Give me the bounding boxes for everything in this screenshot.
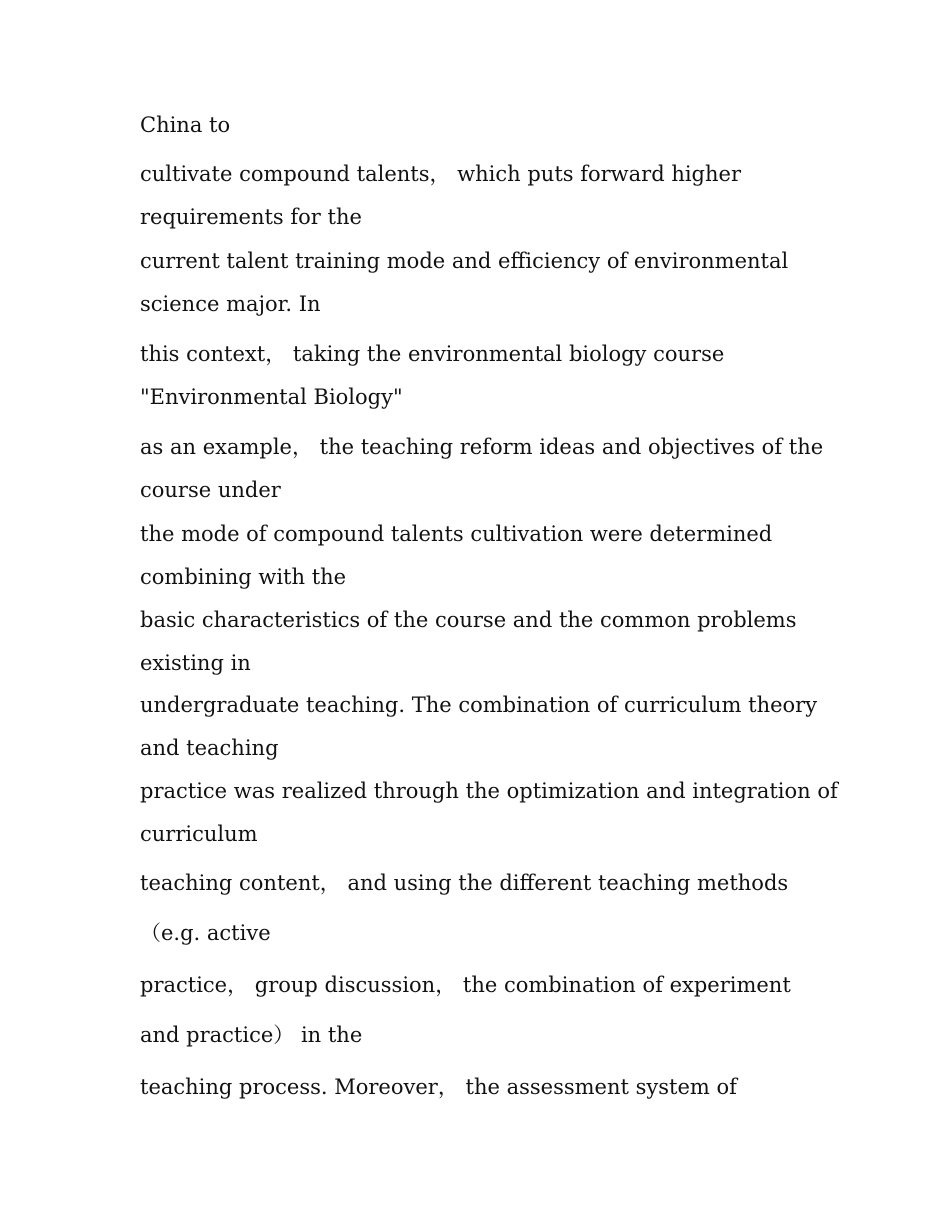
text-line: practice was realized through the optimization and integration of [140,779,838,803]
text-line: current talent training mode and efficiency of environmental [140,249,789,273]
text-line: curriculum [140,822,258,846]
paragraph-11 [140,964,820,1057]
paragraph-9 [140,770,838,856]
text-line: and practice） in the [140,1023,363,1047]
text-line: this context， taking the environmental biology course [140,342,725,366]
text-line: teaching process. Moreover， the assessment system of [140,1075,737,1099]
text-line: science major. In [140,292,321,316]
text-line: existing in [140,651,251,675]
paragraph-12 [140,1066,820,1109]
paragraph-2 [140,153,820,239]
text-line: "Environmental Biology" [140,385,403,409]
paragraph-10 [140,862,820,955]
text-line: China to [140,113,231,137]
text-line: cultivate compound talents， which puts forward higher [140,162,741,186]
text-line: teaching content， and using the different teaching methods [140,871,789,895]
paragraph-7 [140,599,820,685]
text-line: combining with the [140,565,347,589]
paragraph-6 [140,513,820,599]
paragraph-4 [140,333,820,419]
paragraph-1 [140,104,820,147]
text-line: practice， group discussion， the combination of experiment [140,973,791,997]
paragraph-5 [140,426,824,512]
text-line: and teaching [140,736,279,760]
text-line: as an example， the teaching reform ideas and objectives of the [140,435,824,459]
text-line: （e.g. active [140,921,271,945]
text-line: requirements for the [140,205,362,229]
text-line: course under [140,478,281,502]
text-line: the mode of compound talents cultivation were determined [140,522,773,546]
text-line: basic characteristics of the course and the common problems [140,608,797,632]
paragraph-3 [140,240,820,326]
text-line: undergraduate teaching. The combination of curriculum theory [140,693,818,717]
paragraph-8 [140,684,820,770]
